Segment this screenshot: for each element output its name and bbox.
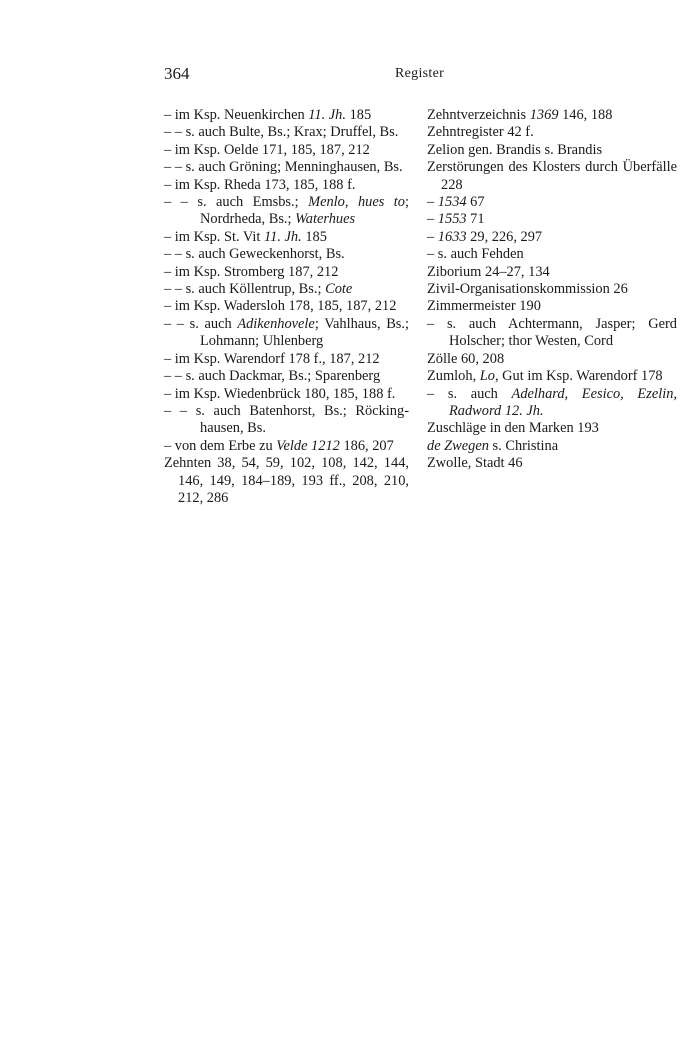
index-entry-text: – – s. auch	[164, 315, 238, 332]
index-entry-text: – – s. auch Dackmar, Bs.; Sparenberg	[164, 368, 381, 385]
index-entry-italic-text: Lo	[479, 368, 495, 385]
running-head: Register	[395, 66, 445, 81]
index-entry-text: 29, 226, 297	[466, 228, 543, 245]
index-entry-text: –	[427, 194, 438, 211]
index-entry	[164, 316, 409, 351]
index-entry-text: Zimmermeister 190	[427, 298, 541, 315]
index-entry	[164, 177, 409, 194]
index-entry	[164, 142, 409, 159]
index-entry	[427, 386, 677, 421]
index-entry-text: – – s. auch Gröning; Menninghausen, Bs.	[164, 159, 403, 176]
index-entry	[164, 368, 409, 385]
index-entry-italic-text: Adikenhovele	[237, 315, 315, 332]
index-entry-text: Zumloh,	[427, 368, 480, 385]
index-entry-text: – im Ksp. Stromberg 187, 212	[164, 263, 339, 280]
index-entry-text: Ziborium 24–27, 134	[427, 263, 550, 280]
index-entry	[427, 194, 677, 211]
index-entry	[427, 211, 677, 228]
index-entry-text: – – s. auch Geweckenhorst, Bs.	[164, 246, 345, 263]
index-entry-text: – im Ksp. Wiedenbrück 180, 185, 188 f.	[164, 385, 396, 402]
index-entry-text: – im Ksp. Rheda 173, 185, 188 f.	[164, 176, 356, 193]
index-entry	[164, 386, 409, 403]
index-entry-text: –	[427, 228, 438, 245]
index-entry-text: 67	[466, 194, 485, 211]
index-entry	[427, 351, 677, 368]
index-entry-text: 186, 207	[339, 437, 394, 454]
index-entry	[164, 455, 409, 507]
index-entry	[427, 455, 677, 472]
index-entry	[427, 142, 677, 159]
index-entry-text: – – s. auch Batenhorst, Bs.; Röckinghausen, Bs.	[164, 402, 409, 437]
index-entry-italic-text: 11. Jh.	[308, 107, 346, 123]
index-entry	[164, 107, 409, 124]
index-entry	[427, 298, 677, 315]
index-entry	[427, 264, 677, 281]
index-column-left	[164, 107, 409, 507]
index-entry-text: – im Ksp. Oelde 171, 185, 187, 212	[164, 141, 370, 158]
index-entry-text: – s. auch Fehden	[427, 246, 524, 263]
index-entry-italic-text: 1534	[437, 194, 467, 211]
index-entry-italic-text: Menlo, hues to	[308, 194, 405, 211]
index-entry	[427, 438, 677, 455]
index-entry-text: s. Christina	[488, 437, 559, 454]
index-entry-text: Zölle 60, 208	[427, 350, 505, 367]
index-entry-italic-text: de Zwegen	[427, 437, 489, 454]
index-entry-italic-text: 1553	[437, 211, 467, 228]
index-entry	[164, 298, 409, 315]
index-entry	[427, 368, 677, 385]
index-entry-text: Zivil-Organisationskommission 26	[427, 281, 628, 298]
index-entry-text: ; Vahlhaus, Bs.; Lohmann; Uhlenberg	[200, 315, 409, 350]
index-entry-text: Zehntverzeichnis	[427, 107, 530, 123]
index-entry-text: –	[427, 211, 438, 228]
index-entry-text: 185	[345, 107, 372, 123]
index-entry-text: – im Ksp. Neuenkirchen	[164, 107, 309, 123]
index-entry-text: – s. auch	[427, 385, 512, 402]
index-entry	[427, 229, 677, 246]
index-entry-italic-text: 1633	[437, 228, 467, 245]
index-entry-text: – – s. auch Emsbs.;	[164, 194, 309, 211]
index-entry	[427, 420, 677, 437]
index-column-right	[427, 107, 677, 473]
index-entry-text: 71	[466, 211, 485, 228]
index-entry	[164, 438, 409, 455]
index-entry-italic-text: 11. Jh.	[264, 228, 302, 245]
index-entry-text: – im Ksp. St. Vit	[164, 228, 265, 245]
index-entry-text: ; Nordrheda, Bs.;	[200, 194, 409, 228]
index-entry-text: Zuschläge in den Marken 193	[427, 420, 599, 437]
index-entry-text: Zelion gen. Brandis s. Brandis	[427, 141, 603, 158]
index-entry-text: 185	[301, 228, 327, 245]
index-entry-text: – im Ksp. Wadersloh 178, 185, 187, 212	[164, 298, 397, 315]
index-entry-text: – – s. auch Bulte, Bs.; Krax; Druffel, Bs.	[164, 124, 399, 141]
index-entry-text: – im Ksp. Warendorf 178 f., 187, 212	[164, 350, 380, 367]
index-entry	[164, 229, 409, 246]
page-header	[164, 64, 634, 86]
index-entry	[164, 246, 409, 263]
index-entry-text: – s. auch Achtermann, Jasper; Gerd Holscher; thor Westen, Cord	[427, 315, 677, 350]
index-entry-text: Zerstörungen des Klosters durch Überfälle 228	[427, 159, 677, 193]
index-entry	[427, 281, 677, 298]
index-entry-text: Zehntregister 42 f.	[427, 124, 534, 141]
index-entry-text: Zwolle, Stadt 46	[427, 455, 523, 472]
index-entry-text: 146, 188	[558, 107, 613, 123]
index-entry-text: – – s. auch Köllentrup, Bs.;	[164, 281, 326, 298]
index-entry	[164, 281, 409, 298]
index-entry	[164, 403, 409, 438]
index-entry	[164, 124, 409, 141]
index-entry-italic-text: Adelhard, Eesico, Ezelin, Radword 12. Jh.	[449, 385, 677, 419]
index-entry-text: – von dem Erbe zu	[164, 437, 277, 454]
index-entry	[164, 159, 409, 176]
index-entry	[427, 246, 677, 263]
index-entry-italic-text: Waterhues	[295, 211, 356, 228]
index-entry-italic-text: 1369	[529, 107, 559, 123]
page-number: 364	[164, 64, 190, 83]
index-entry-italic-text: Velde 1212	[276, 437, 340, 454]
index-entry	[164, 264, 409, 281]
index-entry-text: , Gut im Ksp. Warendorf 178	[494, 368, 663, 385]
index-entry	[164, 194, 409, 229]
index-entry-text: Zehnten 38, 54, 59, 102, 108, 142, 144, 146, 149, 184–189, 193 ff., 208, 210, 212, 286	[164, 455, 409, 506]
index-entry	[427, 107, 677, 124]
index-entry	[427, 316, 677, 351]
index-entry	[427, 124, 677, 141]
index-entry	[164, 351, 409, 368]
index-entry	[427, 159, 677, 194]
index-entry-italic-text: Cote	[325, 281, 353, 298]
